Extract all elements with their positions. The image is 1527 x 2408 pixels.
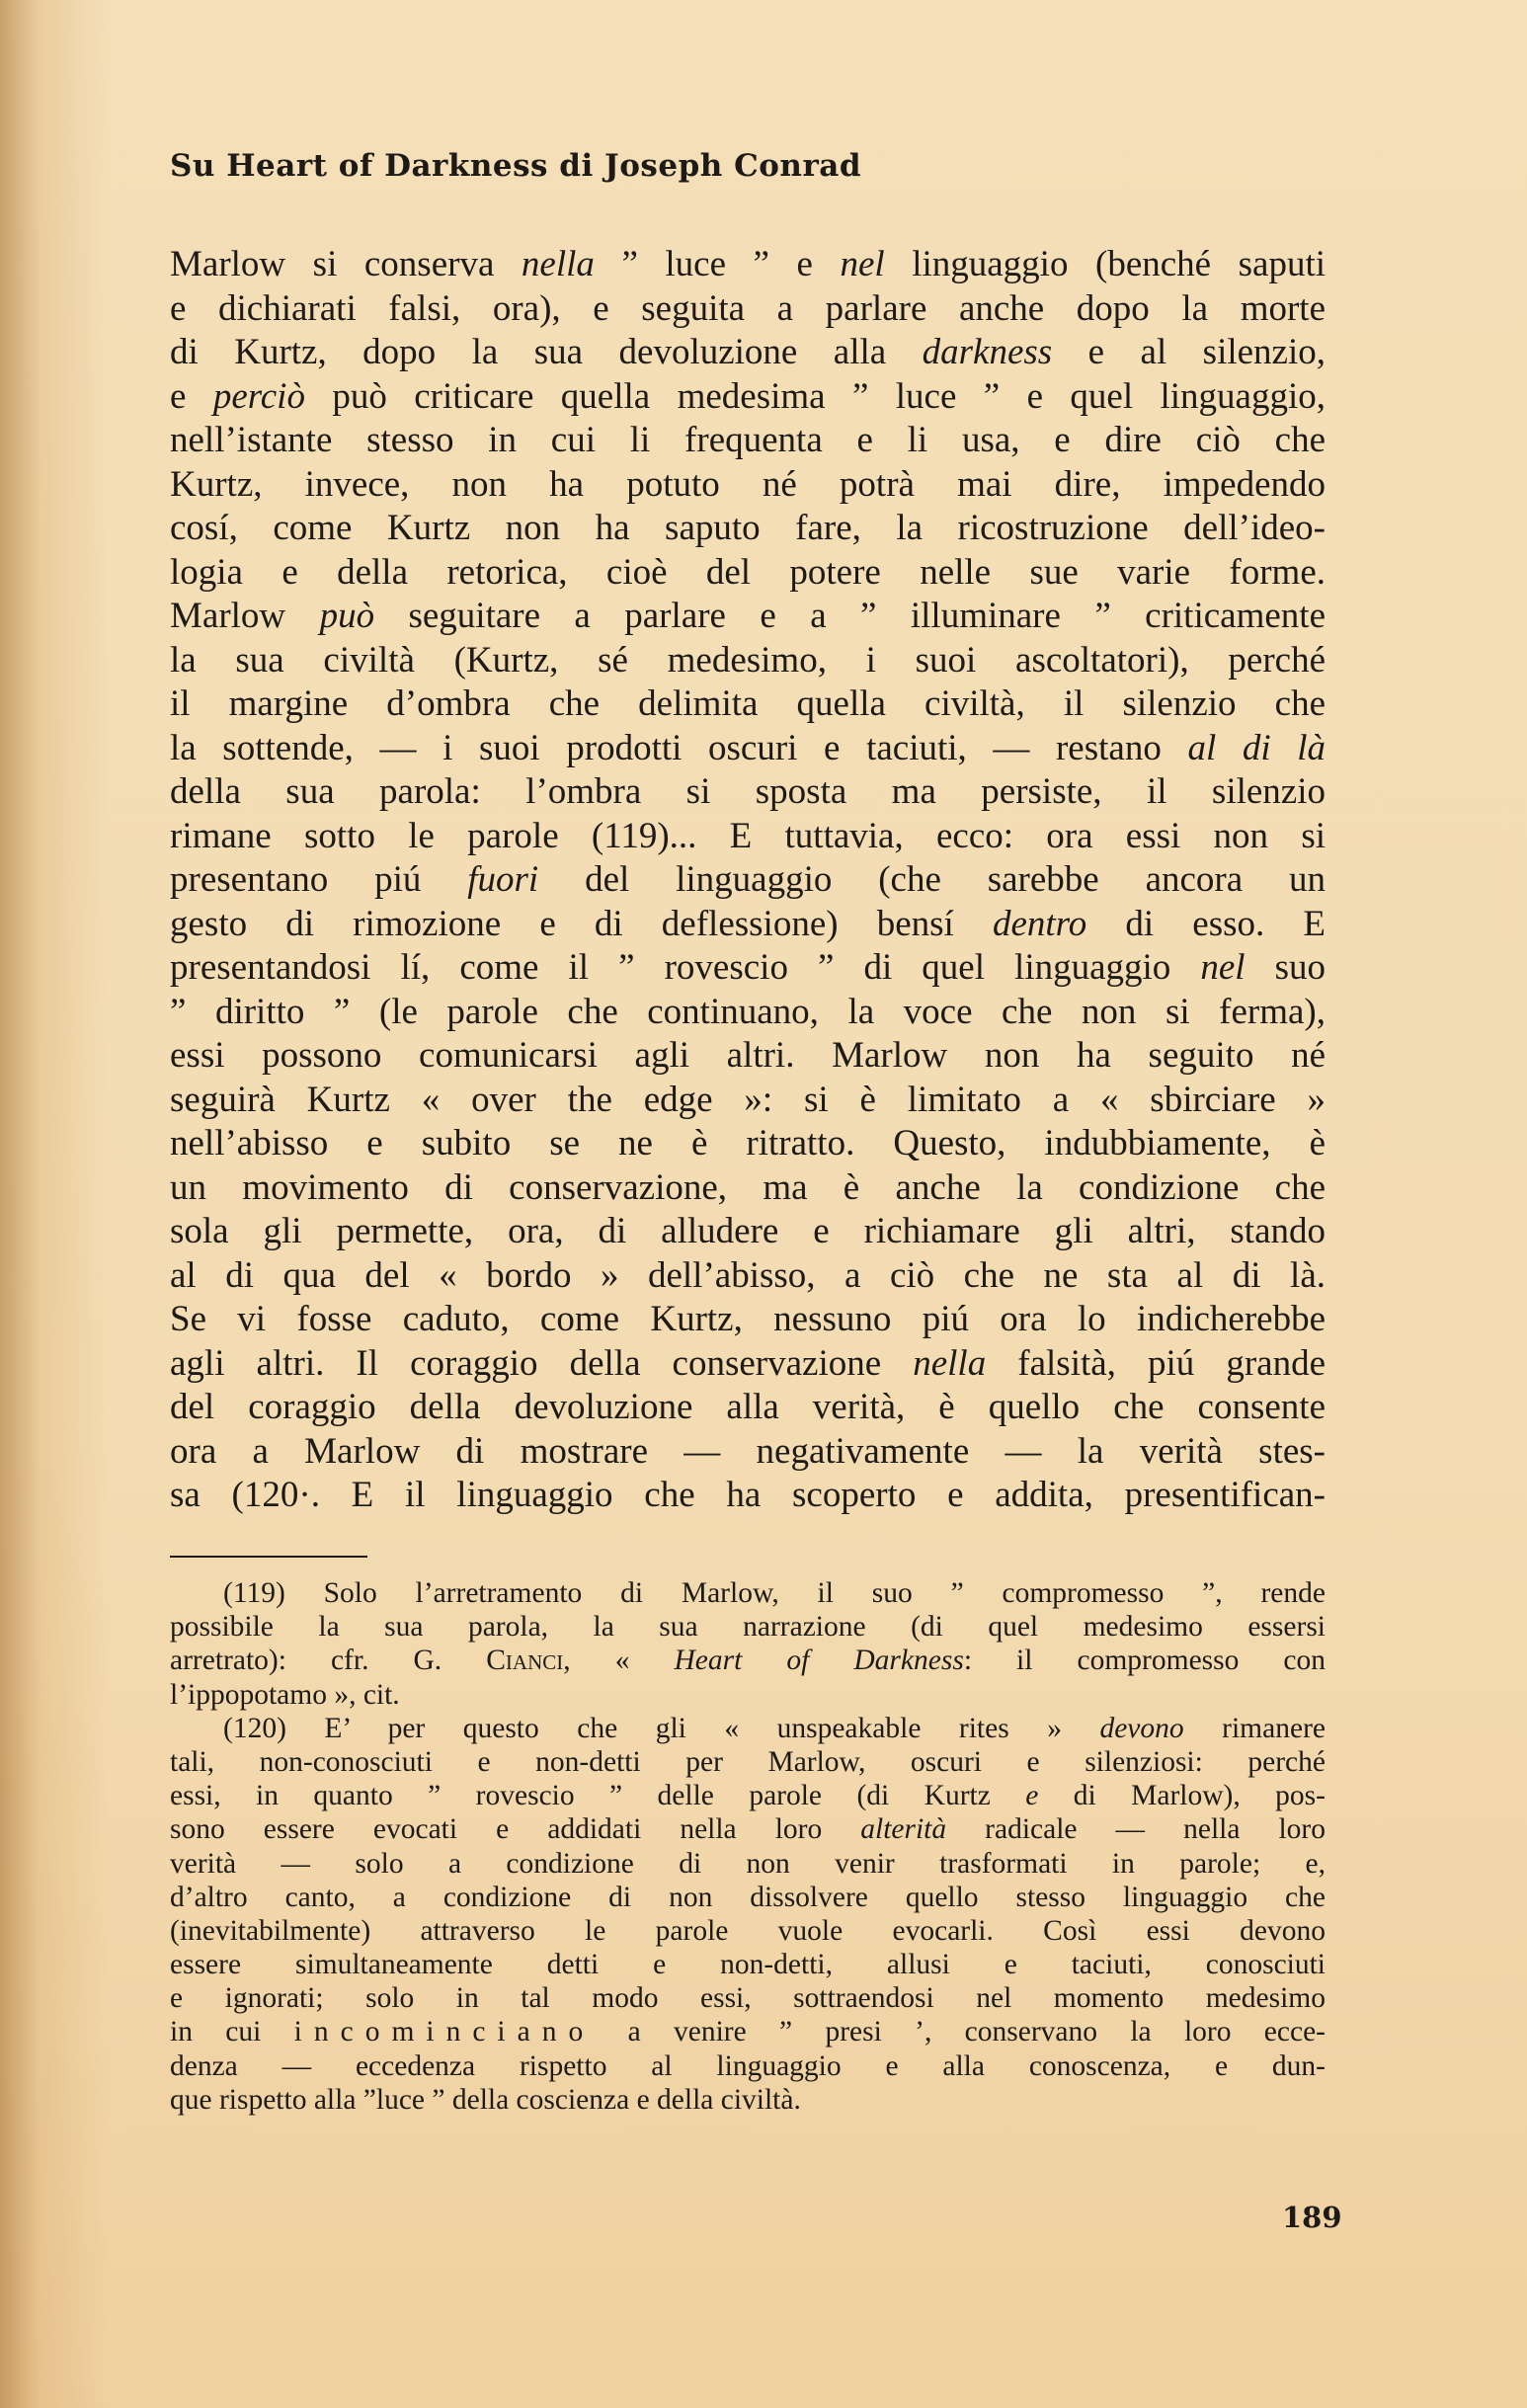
text-line: Kurtz, invece, non ha potuto né potrà mai dire, impedendo xyxy=(170,463,1326,505)
footnote-line: arretrato): cfr. G. Cianci, « Heart of Darkness: il compromesso con xyxy=(170,1645,1326,1677)
footnote-line: l’ippopotamo », cit. xyxy=(170,1678,400,1711)
text-line: e dichiarati falsi, ora), e seguita a parlare anche dopo la morte xyxy=(170,287,1326,329)
text-line: cosí, come Kurtz non ha saputo fare, la ricostruzione dell’ideo- xyxy=(170,508,1326,548)
text-line: Se vi fosse caduto, come Kurtz, nessuno piú ora lo indicherebbe xyxy=(170,1299,1326,1339)
text-line: di Kurtz, dopo la sua devoluzione alla darkness e al silenzio, xyxy=(170,332,1326,372)
footnote-line: in cui incominciano a venire ” presi ’, conservano la loro ecce- xyxy=(170,2016,1326,2048)
text-line: agli altri. Il coraggio della conservazione nella falsità, piú grande xyxy=(170,1342,1326,1384)
page-number: 189 xyxy=(1282,2201,1342,2234)
text-line: al di qua del « bordo » dell’abisso, a ciò che ne sta al di là. xyxy=(170,1254,1326,1296)
footnote-line: possibile la sua parola, la sua narrazione (di quel medesimo essersi xyxy=(170,1611,1326,1644)
footnote-line: sono essere evocati e addidati nella loro alterità radicale — nella loro xyxy=(170,1813,1326,1846)
text-line: la sottende, — i suoi prodotti oscuri e taciuti, — restano al di là xyxy=(170,727,1326,768)
text-line: gesto di rimozione e di deflessione) bensí dentro di esso. E xyxy=(170,903,1326,944)
footnote-line: verità — solo a condizione di non venir trasformati in parole; e, xyxy=(170,1847,1326,1880)
text-line: presentano piú fuori del linguaggio (che sarebbe ancora un xyxy=(170,859,1326,900)
footnote-line: essere simultaneamente detti e non-detti, allusi e taciuti, conosciuti xyxy=(170,1949,1326,1981)
footnote-line: que rispetto alla ”luce ” della coscienza e della civiltà. xyxy=(170,2083,801,2116)
footnote-line: (120) E’ per questo che gli « unspeakable rites » devono rimanere xyxy=(223,1712,1326,1744)
text-line: il margine d’ombra che delimita quella civiltà, il silenzio che xyxy=(170,683,1326,724)
footnote-line: essi, in quanto ” rovescio ” delle parole (di Kurtz e di Marlow), pos- xyxy=(170,1780,1326,1812)
footnote-line: e ignorati; solo in tal modo essi, sottraendosi nel momento medesimo xyxy=(170,1982,1326,2015)
text-line: rimane sotto le parole (119)... E tuttavia, ecco: ora essi non si xyxy=(170,815,1326,856)
text-line: sa (120·. E il linguaggio che ha scoperto e addita, presentifican- xyxy=(170,1475,1326,1515)
text-line: essi possono comunicarsi agli altri. Marlow non ha seguito né xyxy=(170,1035,1326,1076)
main-text xyxy=(170,243,1326,1518)
footnote-line: (119) Solo l’arretramento di Marlow, il suo ” compromesso ”, rende xyxy=(223,1577,1326,1609)
text-line: presentandosi lí, come il ” rovescio ” di quel linguaggio nel suo xyxy=(170,947,1326,988)
text-line: ” diritto ” (le parole che continuano, la voce che non si ferma), xyxy=(170,991,1326,1032)
footnote-line: denza — eccedenza rispetto al linguaggio e alla conoscenza, e dun- xyxy=(170,2049,1326,2082)
text-line: e perciò può criticare quella medesima ” luce ” e quel linguaggio, xyxy=(170,375,1326,417)
text-line: ora a Marlow di mostrare — negativamente — la verità stes- xyxy=(170,1430,1326,1472)
text-line: sola gli permette, ora, di alludere e richiamare gli altri, stando xyxy=(170,1211,1326,1251)
running-header: Su Heart of Darkness di Joseph Conrad xyxy=(170,148,862,184)
footnote-line: tali, non-conosciuti e non-detti per Marlow, oscuri e silenziosi: perché xyxy=(170,1745,1326,1778)
footnote-divider xyxy=(170,1556,367,1558)
text-line: un movimento di conservazione, ma è anche la condizione che xyxy=(170,1166,1326,1208)
footnote-line: (inevitabilmente) attraverso le parole vuole evocarli. Così essi devono xyxy=(170,1914,1326,1947)
text-line: logia e della retorica, cioè del potere nelle sue varie forme. xyxy=(170,551,1326,593)
text-line: del coraggio della devoluzione alla verità, è quello che consente xyxy=(170,1387,1326,1427)
text-line: Marlow può seguitare a parlare e a ” illuminare ” criticamente xyxy=(170,596,1326,636)
text-line: nell’abisso e subito se ne è ritratto. Questo, indubbiamente, è xyxy=(170,1123,1326,1164)
text-line: nell’istante stesso in cui li frequenta e li usa, e dire ciò che xyxy=(170,420,1326,460)
text-line: Marlow si conserva nella ” luce ” e nel linguaggio (benché saputi xyxy=(170,244,1326,284)
footnotes xyxy=(170,1576,1326,2117)
text-line: della sua parola: l’ombra si sposta ma persiste, il silenzio xyxy=(170,771,1326,812)
text-line: la sua civiltà (Kurtz, sé medesimo, i suoi ascoltatori), perché xyxy=(170,639,1326,681)
text-line: seguirà Kurtz « over the edge »: si è limitato a « sbirciare » xyxy=(170,1079,1326,1120)
footnote-line: d’altro canto, a condizione di non dissolvere quello stesso linguaggio che xyxy=(170,1881,1326,1913)
